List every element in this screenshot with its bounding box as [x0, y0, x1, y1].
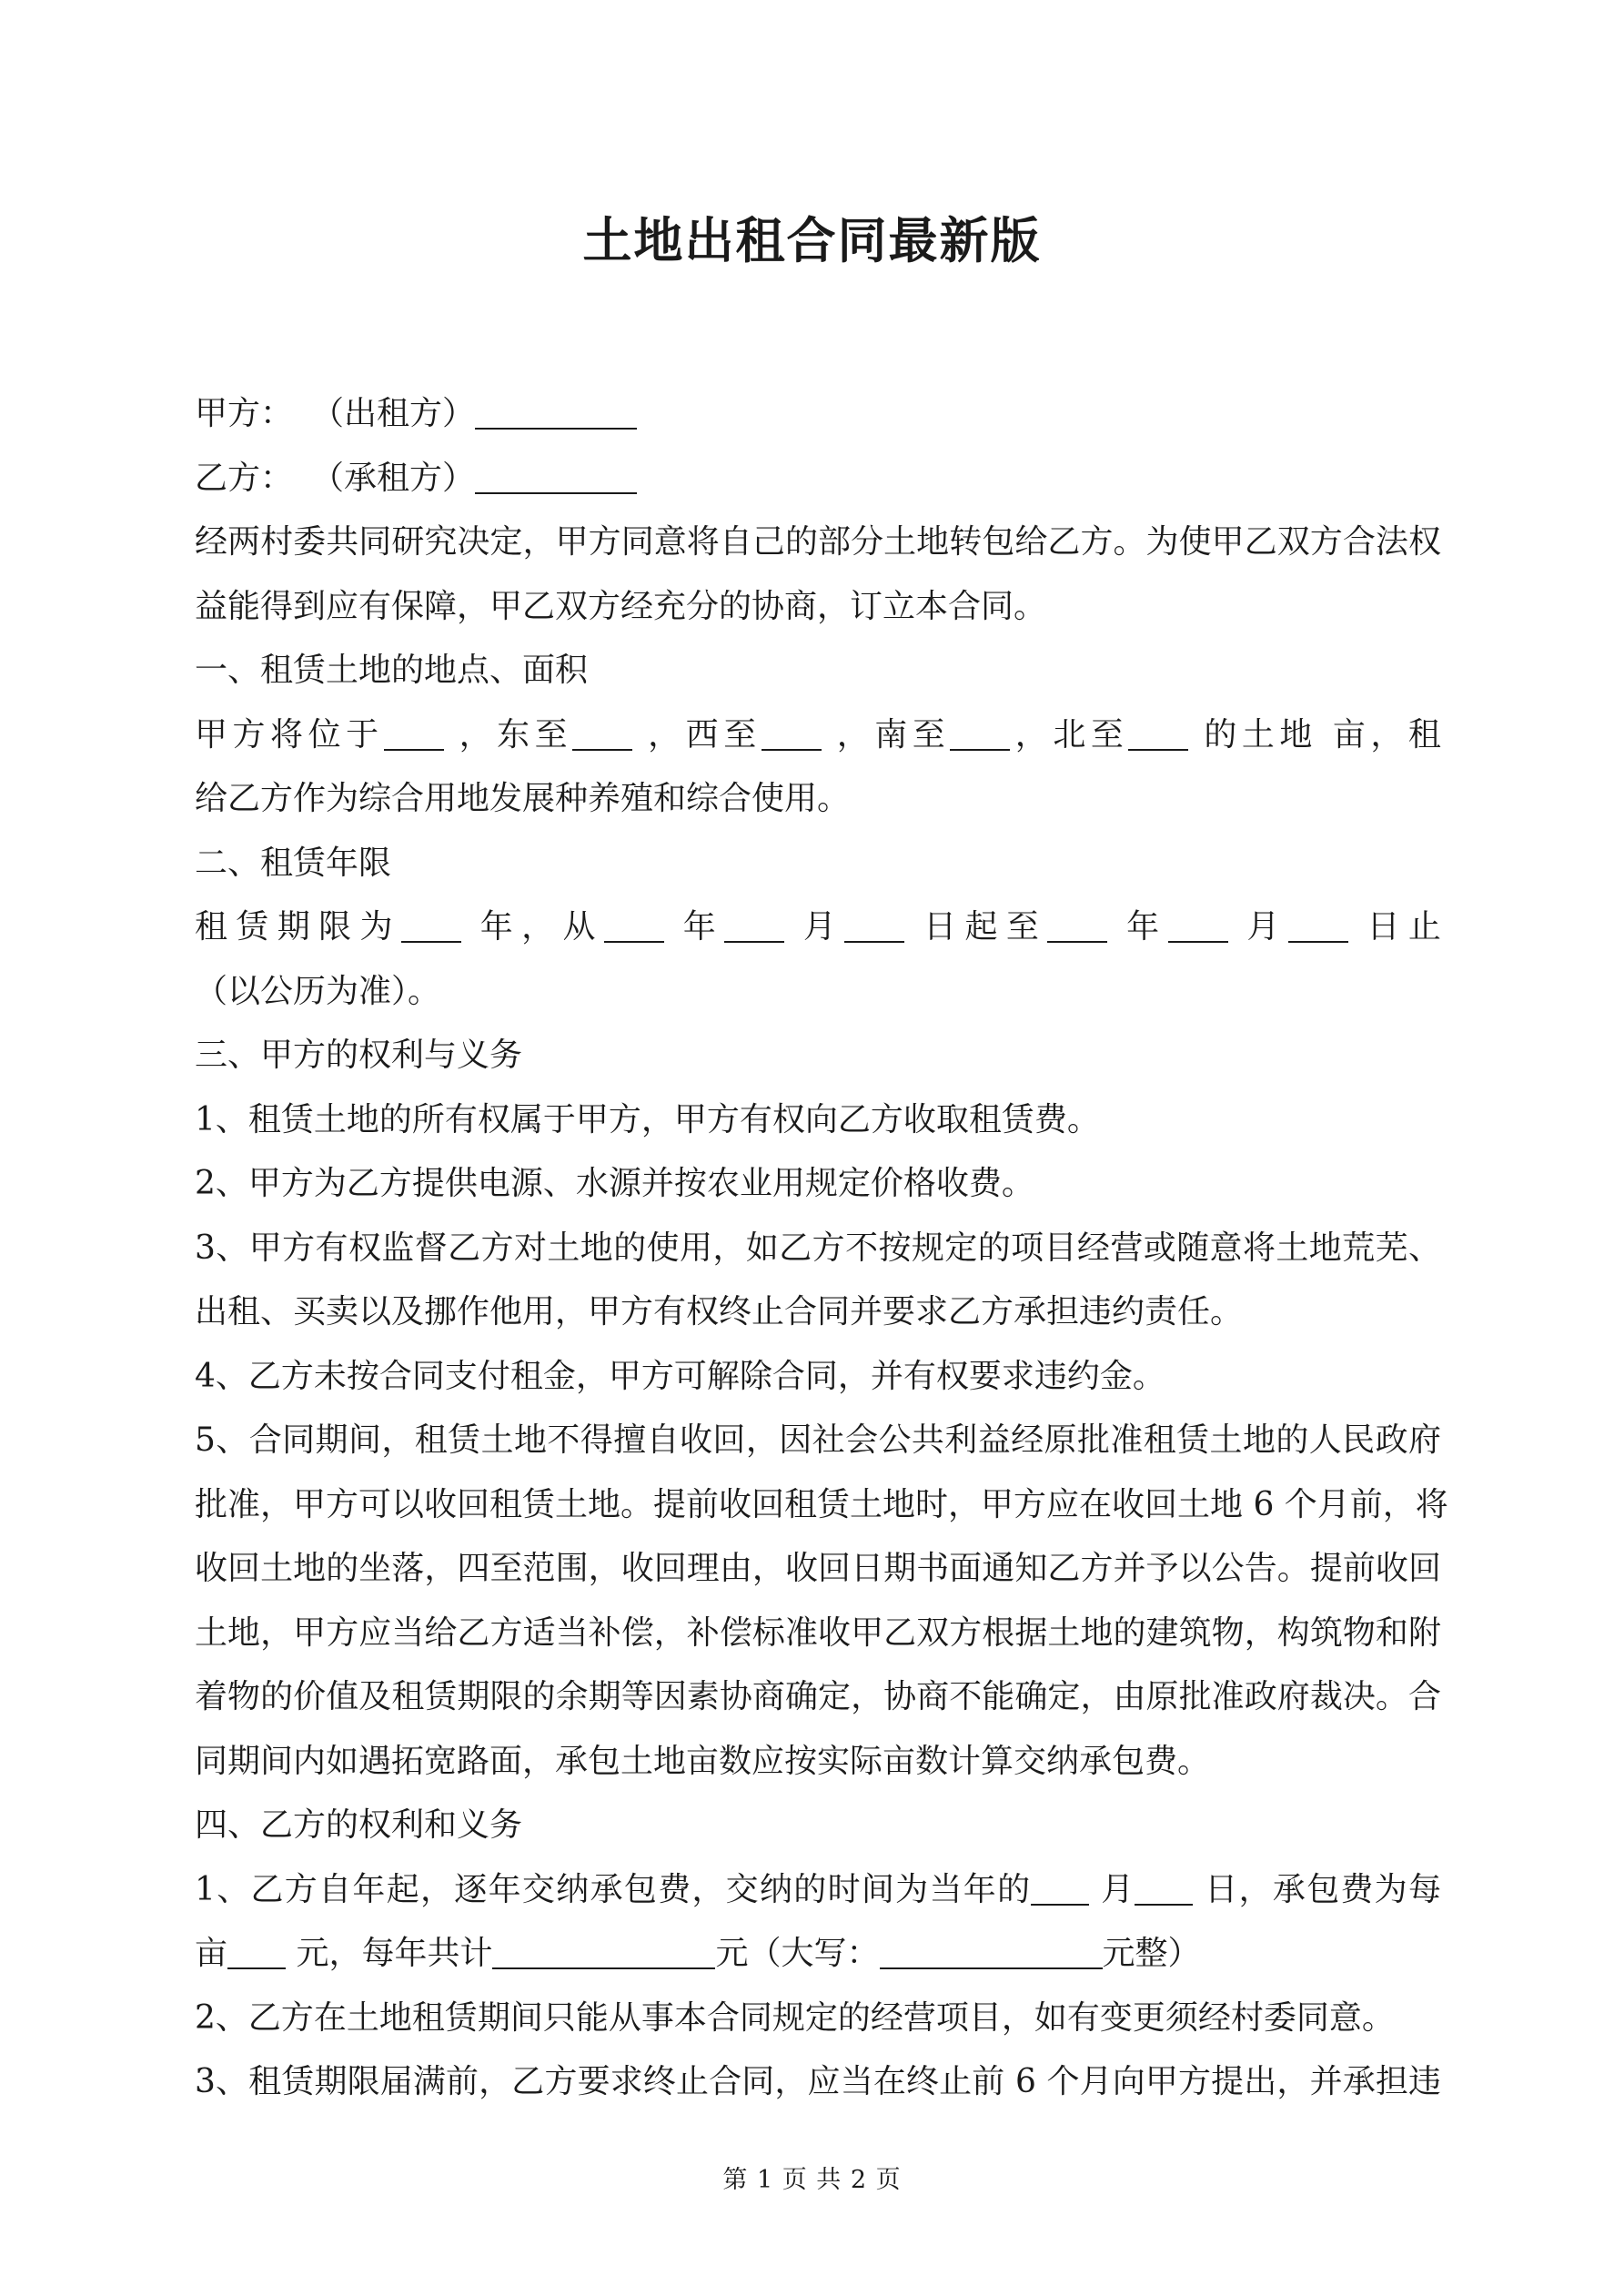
- clause-line: 3、租赁期限届满前，乙方要求终止合同，应当在终止前 6 个月向甲方提出，并承担违: [195, 2063, 1441, 2100]
- location-line: 给乙方作为综合用地发展种养殖和综合使用。: [195, 780, 851, 817]
- clause-line: 出租、买卖以及挪作他用，甲方有权终止合同并要求乙方承担违约责任。: [195, 1293, 1244, 1330]
- location-line: 甲方将位于 ，东至 ，西至 ，南至 ，北至 的土地 亩，租: [195, 715, 1441, 754]
- intro-line: 经两村委共同研究决定，甲方同意将自己的部分土地转包给乙方。为使甲乙双方合法权: [195, 523, 1441, 561]
- clause-line: 3、甲方有权监督乙方对土地的使用，如乙方不按规定的项目经营或随意将土地荒芜、: [195, 1229, 1441, 1267]
- fee-line: 亩 元，每年共计 元（大写： 元整）: [195, 1935, 1201, 1972]
- party-a-blank: [475, 397, 637, 430]
- party-a-line: 甲方： （出租方）: [195, 382, 1441, 447]
- party-b-blank: [475, 461, 637, 494]
- clause-line: 2、乙方在土地租赁期间只能从事本合同规定的经营项目，如有变更须经村委同意。: [195, 1998, 1395, 2037]
- intro-line: 益能得到应有保障，甲乙双方经充分的协商，订立本合同。: [195, 587, 1047, 625]
- clause-line: 土地，甲方应当给乙方适当补偿，补偿标准收甲乙双方根据土地的建筑物，构筑物和附: [195, 1613, 1441, 1652]
- clause-line: 5、合同期间，租赁土地不得擅自收回，因社会公共利益经原批准租赁土地的人民政府: [195, 1421, 1441, 1459]
- section-heading: 一、租赁土地的地点、面积: [195, 652, 589, 689]
- term-line: （以公历为准）。: [195, 972, 441, 1010]
- clause-line: 批准，甲方可以收回租赁土地。提前收回租赁土地时，甲方应在收回土地 6 个月前，将: [195, 1485, 1448, 1523]
- section-heading: 三、甲方的权利与义务: [195, 1037, 523, 1074]
- section-heading: 四、乙方的权利和义务: [195, 1806, 523, 1844]
- clause-line: 2、甲方为乙方提供电源、水源并按农业用规定价格收费。: [195, 1165, 1034, 1202]
- clause-line: 1、租赁土地的所有权属于甲方，甲方有权向乙方收取租赁费。: [195, 1100, 1100, 1138]
- clause-line: 着物的价值及租赁期限的余期等因素协商确定，协商不能确定，由原批准政府裁决。合: [195, 1678, 1441, 1715]
- party-b-line: 乙方： （承租方）: [195, 447, 1441, 511]
- section-heading: 二、租赁年限: [195, 844, 392, 882]
- term-line: 租赁期限为 年，从 年 月 日起至 年 月 日止: [195, 908, 1441, 946]
- clause-line: 同期间内如遇拓宽路面，承包土地亩数应按实际亩数计算交纳承包费。: [195, 1742, 1211, 1780]
- clause-line: 4、乙方未按合同支付租金，甲方可解除合同，并有权要求违约金。: [195, 1357, 1165, 1395]
- contract-body: [195, 382, 1448, 2115]
- fee-line: 1、乙方自年起，逐年交纳承包费，交纳的时间为当年的 月 日，承包费为每: [195, 1870, 1441, 1908]
- clause-line: 收回土地的坐落，四至范围，收回理由，收回日期书面通知乙方并予以公告。提前收回: [195, 1550, 1441, 1587]
- document-title: 土地出租合同最新版: [582, 212, 1042, 269]
- page-footer: 第 1 页 共 2 页: [722, 2166, 902, 2194]
